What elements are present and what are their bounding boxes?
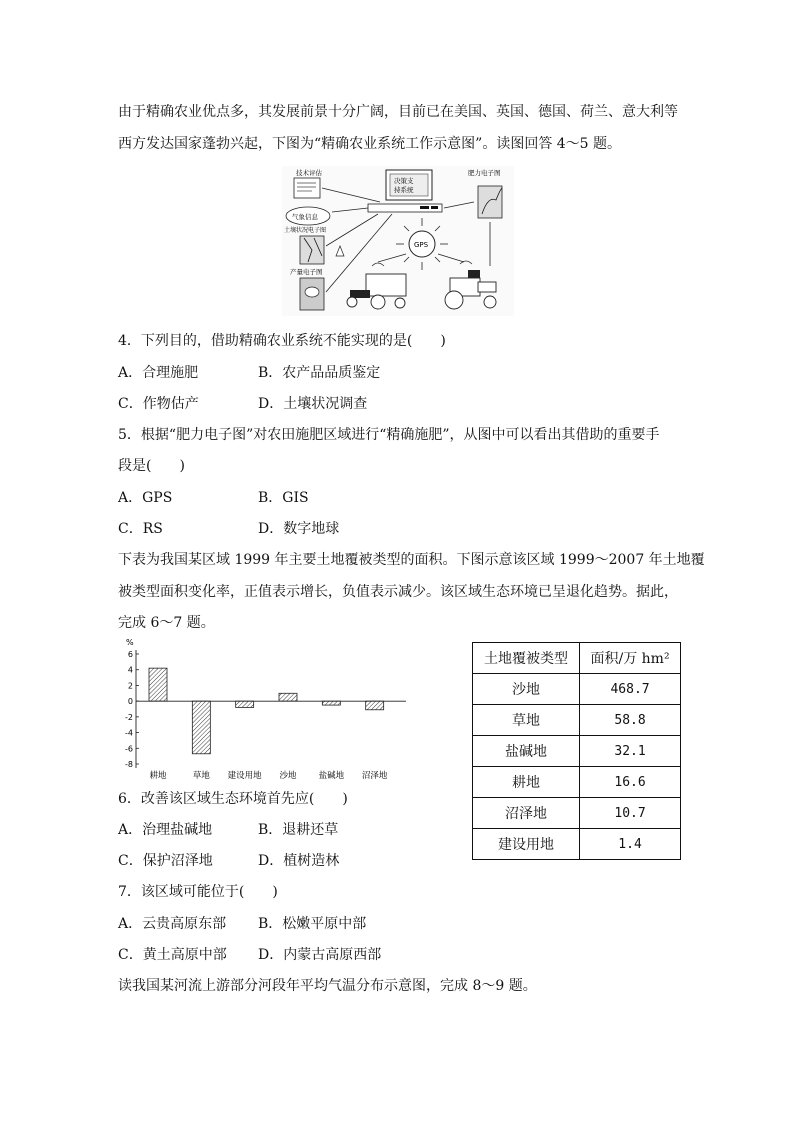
x-category-label: 盐碱地 — [318, 771, 345, 781]
table-row — [473, 798, 681, 829]
q5-stem-line-1: 5．根据“肥力电子图”对农田施肥区域进行“精确施肥”，从图中可以看出其借助的重要手 — [118, 427, 660, 443]
weather-info-label: 气象信息 — [292, 213, 318, 221]
x-category-label: 沼泽地 — [361, 771, 388, 781]
cell-type: 沙地 — [473, 674, 580, 705]
land-cover-table — [472, 642, 681, 860]
cell-type: 盐碱地 — [473, 736, 580, 767]
q7-stem: 7．该区域可能位于( ) — [118, 884, 278, 900]
cell-type: 建设用地 — [473, 829, 580, 860]
bar-4 — [322, 701, 340, 705]
cell-area: 58.8 — [580, 705, 681, 736]
intro-line-1: 由于精确农业优点多，其发展前景十分广阔，目前已在美国、英国、德国、荷兰、意大利等 — [118, 104, 678, 120]
cell-type: 草地 — [473, 705, 580, 736]
table-header-row — [473, 643, 681, 674]
header-area: 面积/万 hm² — [580, 643, 681, 674]
q4-stem: 4．下列目的，借助精确农业系统不能实现的是( ) — [118, 333, 446, 349]
q5-option-d[interactable]: D．数字地球 — [258, 521, 340, 537]
soil-map-label: 土壤状况电子图 — [284, 227, 327, 234]
y-tick-label: -6 — [125, 744, 133, 754]
q6-option-a[interactable]: A．治理盐碱地 — [118, 822, 213, 838]
land-change-rate-chart — [118, 636, 408, 786]
q4-option-b[interactable]: B．农产品品质鉴定 — [258, 365, 381, 381]
x-category-label: 耕地 — [149, 771, 167, 781]
q5-option-c[interactable]: C．RS — [118, 521, 163, 537]
table-row — [473, 829, 681, 860]
intro-line-2: 西方发达国家蓬勃兴起，下图为“精确农业系统工作示意图”。读图回答 4～5 题。 — [118, 136, 622, 152]
q5-stem-line-2: 段是( ) — [118, 458, 185, 474]
y-unit-label: % — [126, 638, 134, 647]
header-type: 土地覆被类型 — [473, 643, 580, 674]
q6-option-d[interactable]: D．植树造林 — [258, 853, 340, 869]
q6-option-b[interactable]: B．退耕还草 — [258, 822, 339, 838]
y-tick-label: 4 — [127, 665, 133, 675]
outro-line: 读我国某河流上游部分河段年平均气温分布示意图，完成 8～9 题。 — [118, 978, 537, 994]
y-tick-label: -4 — [125, 728, 133, 738]
q4-option-a[interactable]: A．合理施肥 — [118, 365, 199, 381]
yield-map-label: 产量电子图 — [290, 268, 323, 276]
q7-option-d[interactable]: D．内蒙古高原西部 — [258, 947, 382, 963]
bar-5 — [366, 701, 384, 710]
y-tick-label: -2 — [125, 712, 133, 722]
y-tick-label: 2 — [127, 681, 133, 691]
gps-label: GPS — [414, 241, 429, 249]
cell-area: 16.6 — [580, 767, 681, 798]
decision-support-label-1: 决策支 — [394, 177, 414, 185]
q7-option-b[interactable]: B．松嫩平原中部 — [258, 916, 367, 932]
q6-stem: 6．改善该区域生态环境首先应( ) — [118, 791, 348, 807]
bar-2 — [236, 701, 254, 707]
q6-option-c[interactable]: C．保护沼泽地 — [118, 853, 213, 869]
cell-area: 10.7 — [580, 798, 681, 829]
x-category-label: 草地 — [192, 771, 210, 781]
tech-eval-label: 技术评估 — [296, 169, 322, 177]
cell-type: 沼泽地 — [473, 798, 580, 829]
intro2-line-2: 被类型面积变化率，正值表示增长，负值表示减少。该区域生态环境已呈退化趋势。据此， — [118, 584, 678, 600]
precision-agriculture-diagram — [282, 166, 514, 316]
intro2-line-1: 下表为我国某区域 1999 年主要土地覆被类型的面积。下图示意该区域 1999～2007 年土地覆 — [118, 552, 705, 568]
cell-type: 耕地 — [473, 767, 580, 798]
table-row — [473, 674, 681, 705]
table-row — [473, 705, 681, 736]
q4-option-c[interactable]: C．作物估产 — [118, 396, 199, 412]
bar-0 — [149, 668, 167, 701]
x-category-label: 沙地 — [279, 771, 297, 781]
table-row — [473, 767, 681, 798]
cell-area: 468.7 — [580, 674, 681, 705]
cell-area: 1.4 — [580, 829, 681, 860]
fertility-map-label: 肥力电子图 — [468, 169, 501, 177]
y-tick-label: -8 — [125, 760, 133, 769]
weather-info-block — [286, 207, 330, 225]
bar-3 — [279, 693, 297, 701]
bar-1 — [192, 701, 210, 754]
x-category-label: 建设用地 — [227, 771, 262, 781]
y-tick-label: 0 — [127, 697, 133, 707]
q7-option-a[interactable]: A．云贵高原东部 — [118, 916, 227, 932]
q4-option-d[interactable]: D．土壤状况调查 — [258, 396, 368, 412]
cell-area: 32.1 — [580, 736, 681, 767]
intro2-line-3: 完成 6～7 题。 — [118, 615, 215, 631]
q7-option-c[interactable]: C．黄土高原中部 — [118, 947, 227, 963]
table-row — [473, 736, 681, 767]
tech-eval-block — [294, 168, 323, 198]
y-tick-label: 6 — [127, 650, 133, 659]
q5-option-a[interactable]: A．GPS — [118, 490, 173, 506]
q5-option-b[interactable]: B．GIS — [258, 490, 309, 506]
decision-support-label-2: 持系统 — [394, 186, 414, 194]
